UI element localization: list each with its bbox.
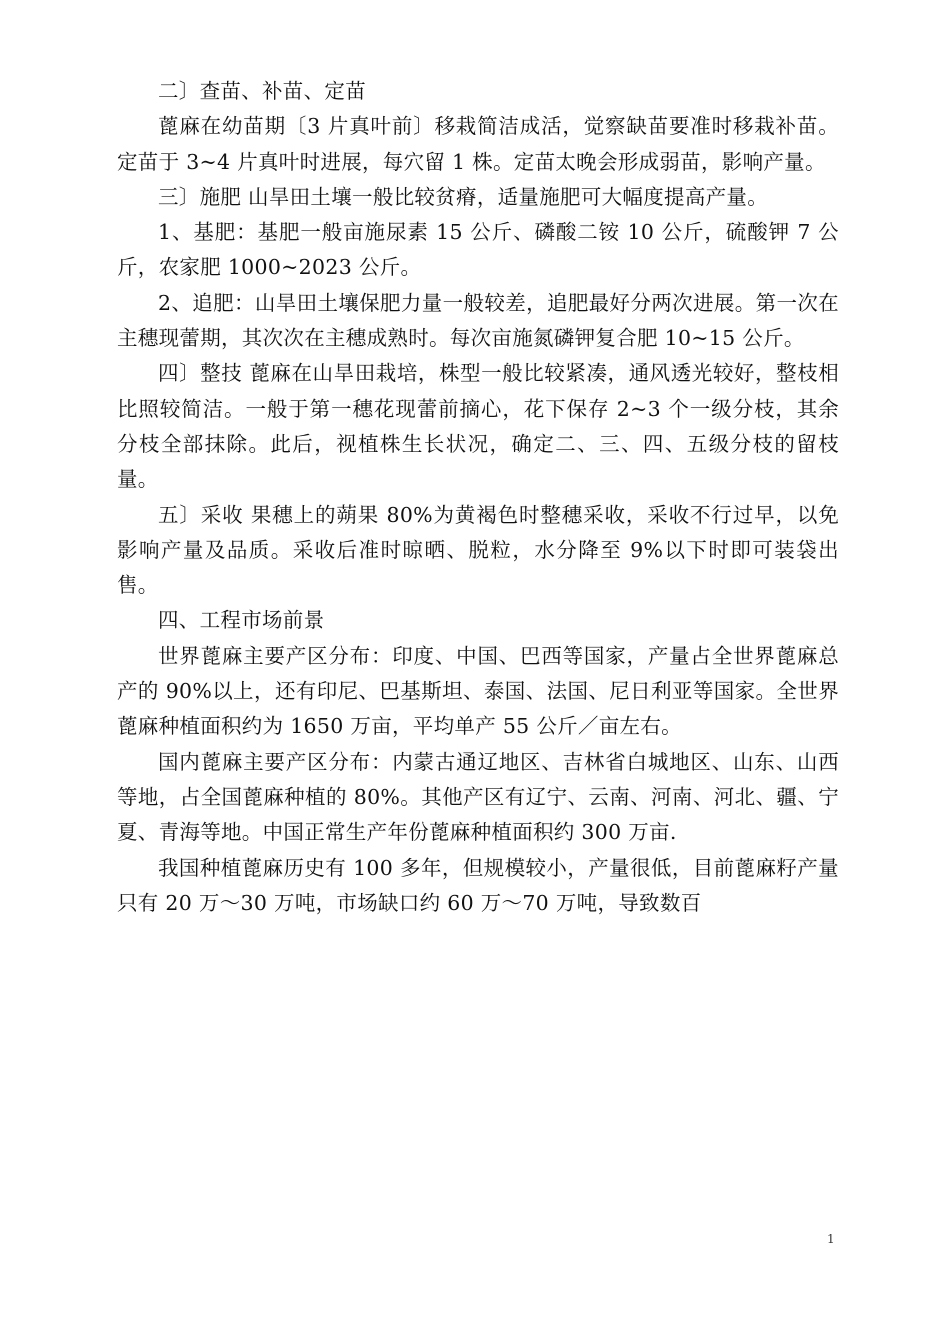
paragraph-pruning: 四〕整技 蓖麻在山旱田栽培，株型一般比较紧凑，通风透光较好，整枝相比照较简洁。一般于第一穗花现蕾前摘心，花下保存 2~3 个一级分枝，其余分枝全部抹除。此后，视植株生长状况，确定二、三、四、五级分枝的留枝量。 [117, 361, 839, 492]
document-body [117, 74, 839, 921]
section-heading-market-prospects: 四、工程市场前景 [158, 608, 325, 633]
paragraph-base-fertilizer: 1、基肥：基肥一般亩施尿素 15 公斤、磷酸二铵 10 公斤，硫酸钾 7 公斤，农家肥 1000~2023 公斤。 [117, 220, 839, 280]
paragraph-harvesting: 五〕采收 果穗上的蒴果 80%为黄褐色时整穗采收，采收不行过早，以免影响产量及品质。采收后准时晾晒、脱粒，水分降至 9%以下时即可装袋出售。 [117, 502, 839, 598]
section-heading-check-seedlings: 二〕查苗、补苗、定苗 [158, 79, 366, 103]
page-number: 1 [827, 1232, 835, 1246]
paragraph-domestic-production: 国内蓖麻主要产区分布：内蒙古通辽地区、吉林省白城地区、山东、山西等地，占全国蓖麻种植的 80%。其他产区有辽宁、云南、河南、河北、疆、宁夏、青海等地。中国正常生产年份蓖麻种植面积约 300 万亩. [117, 749, 839, 845]
paragraph-fertilizing: 三〕施肥 山旱田土壤一般比较贫瘠，适量施肥可大幅度提高产量。 [158, 184, 769, 209]
paragraph-china-history: 我国种植蓖麻历史有 100 多年，但规模较小，产量很低，目前蓖麻籽产量只有 20 万～30 万吨，市场缺口约 60 万～70 万吨，导致数百 [117, 855, 839, 915]
paragraph-world-production: 世界蓖麻主要产区分布：印度、中国、巴西等国家，产量占全世界蓖麻总产的 90%以上，还有印尼、巴基斯坦、泰国、法国、尼日利亚等国家。全世界蓖麻种植面积约为 1650 万亩，平均单产 55 公斤／亩左右。 [117, 643, 839, 739]
paragraph-seedling-transplant: 蓖麻在幼苗期〔3 片真叶前〕移栽简洁成活，觉察缺苗要准时移栽补苗。定苗于 3~4 片真叶时进展，每穴留 1 株。定苗太晚会形成弱苗，影响产量。 [117, 114, 839, 174]
paragraph-top-dressing: 2、追肥：山旱田土壤保肥力量一般较差，追肥最好分两次进展。第一次在主穗现蕾期，其次次在主穗成熟时。每次亩施氮磷钾复合肥 10~15 公斤。 [117, 290, 839, 351]
